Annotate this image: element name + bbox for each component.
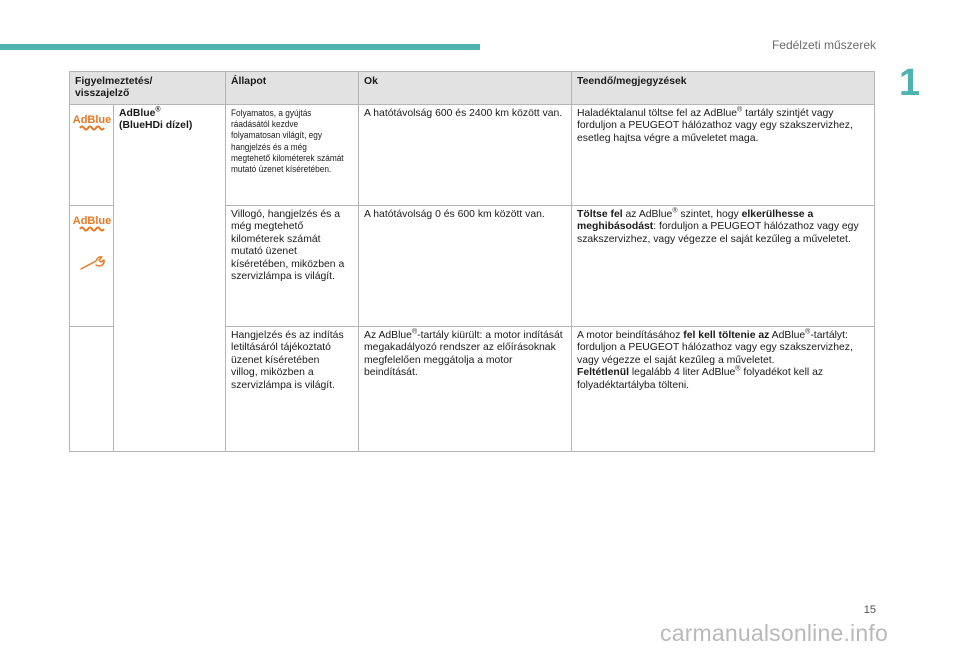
- action-cell: [572, 206, 875, 327]
- icon-cell: [70, 105, 114, 206]
- cause-text: -tartály kiürült: a motor indítását megakadályozó rendszer az előírásoknak megfelelően meggátolja a motor beindítását.: [364, 330, 563, 379]
- indicator-variant: (BlueHDi dízel): [119, 120, 193, 132]
- state-text: villog, miközben a szervizlámpa is világít.: [231, 367, 335, 391]
- adblue-warning-icon: [72, 112, 111, 134]
- action-text: az AdBlue: [622, 209, 673, 220]
- registered-mark: ®: [411, 328, 418, 336]
- warning-table: [69, 71, 875, 452]
- state-text: Hangjelzés és az indítás letiltásáról tájékoztató üzenet kíséretében: [231, 330, 344, 366]
- section-title: Fedélzeti műszerek: [771, 38, 876, 52]
- table-row: [70, 105, 875, 206]
- adblue-icon-label: AdBlue: [72, 114, 111, 126]
- adblue-icon-label: AdBlue: [72, 215, 111, 227]
- table-header-row: [70, 72, 875, 105]
- icon-cell: [70, 206, 114, 327]
- action-emphasis: Feltétlenül: [577, 367, 629, 379]
- action-text: AdBlue: [769, 330, 806, 341]
- cause-cell: A hatótávolság 0 és 600 km között van.: [359, 206, 572, 327]
- action-text: legalább 4 liter AdBlue: [628, 367, 736, 379]
- registered-mark: ®: [805, 328, 811, 336]
- action-cell: [572, 327, 875, 452]
- header-accent-bar: [0, 44, 480, 50]
- header-cause: Ok: [359, 72, 572, 105]
- state-cell: Villogó, hangjelzés és a még megtehető kilométerek számát mutató üzenet kíséretében, miközben a szervizlámpa is világít.: [226, 206, 359, 327]
- wrench-icon: [79, 255, 105, 271]
- action-emphasis: fel kell töltenie az: [683, 330, 770, 341]
- cause-cell: [359, 327, 572, 452]
- action-text: : forduljon a PEUGEOT hálózathoz vagy egy szakszervizhez, vagy végezze el saját kezűleg a műveletet.: [577, 221, 859, 245]
- indicator-name-cell: [114, 105, 226, 452]
- cause-text: Az AdBlue: [364, 330, 412, 341]
- state-text: Folyamatos, a gyújtás ráadásától kezdve folyamatosan világít, egy hangjelzés és a még megtehető kilométerek számát mutató üzenet kíséretében.: [231, 108, 344, 175]
- action-text: szintet, hogy: [677, 209, 742, 220]
- adblue-warning-icon: [72, 213, 111, 235]
- cause-cell: A hatótávolság 600 és 2400 km között van.: [359, 105, 572, 206]
- action-emphasis: elkerülhesse a meghibásodást: [577, 209, 814, 233]
- action-text: folyadékot kell az folyadéktartályba tölteni.: [577, 367, 824, 391]
- icon-cell: [70, 327, 114, 452]
- registered-mark: ®: [155, 106, 161, 114]
- watermark[interactable]: carmanualsonline.info: [660, 620, 888, 646]
- action-emphasis: Töltse fel: [577, 209, 623, 220]
- state-cell: [226, 105, 359, 206]
- header-action: Teendő/megjegyzések: [572, 72, 875, 105]
- action-text: A motor beindításához: [577, 330, 684, 341]
- action-cell: [572, 105, 875, 206]
- indicator-name: AdBlue: [119, 108, 156, 119]
- header-state: Állapot: [226, 72, 359, 105]
- action-text: -tartályt: forduljon a PEUGEOT hálózathoz vagy egy szakszervizhez, vagy végezze el saját kezűleg a műveletet.: [577, 330, 853, 366]
- chapter-number: 1: [899, 62, 921, 104]
- state-cell: [226, 327, 359, 452]
- registered-mark: ®: [672, 207, 678, 215]
- page-number: 15: [863, 604, 876, 616]
- registered-mark: ®: [735, 365, 741, 373]
- header-indicator: Figyelmeztetés/ visszajelző: [70, 72, 226, 105]
- action-text: Haladéktalanul töltse fel az AdBlue: [577, 108, 738, 119]
- registered-mark: ®: [737, 106, 743, 114]
- action-text: tartály szintjét vagy forduljon a PEUGEOT hálózathoz vagy egy szakszervizhez, esetleg hajtsa végre a műveletet maga.: [577, 108, 853, 144]
